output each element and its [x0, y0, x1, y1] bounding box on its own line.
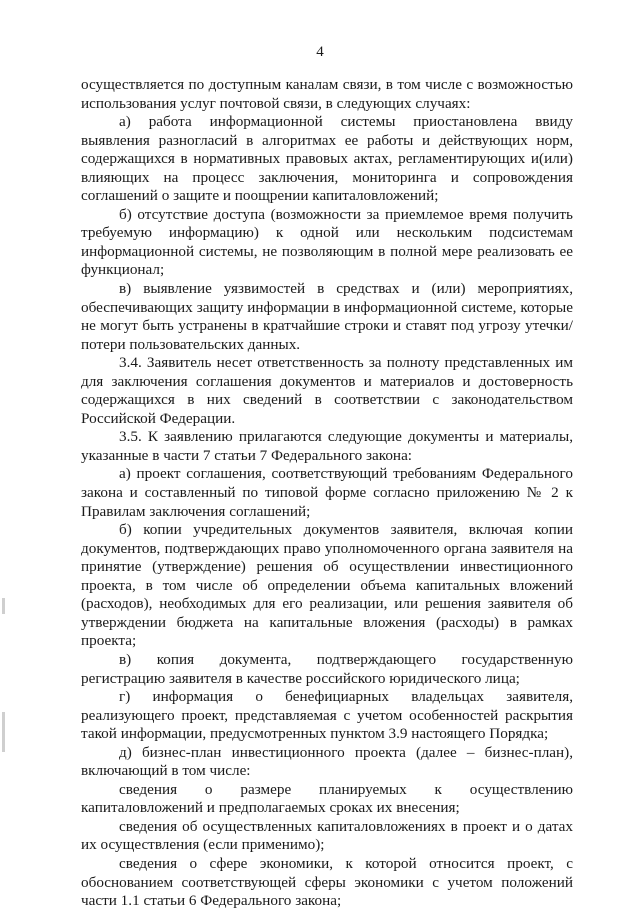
- scan-artifact: [2, 712, 5, 752]
- paragraph-3-5-v: в) копия документа, подтверждающего государственную регистрацию заявителя в качестве российского юридического лица;: [81, 650, 573, 687]
- paragraph-3-5-g: г) информация о бенефициарных владельцах заявителя, реализующего проект, представляемая с учетом особенностей раскрытия такой информации, предусмотренных пунктом 3.9 настоящего Порядка;: [81, 688, 573, 743]
- paragraph-3-5-b: б) копии учредительных документов заявителя, включая копии документов, подтверждающих право уполномоченного органа заявителя на принятие (утверждение) решения об осуществлении инвестиционного проекта, в том числе об определении объема капитальных вложений (расходов), необходимых для его реализации, или решения заявителя об утверждении бюджета на капитальные вложения (расходы) в рамках проекта;: [81, 521, 573, 650]
- page-number: 4: [316, 44, 324, 60]
- document-body: [81, 76, 573, 911]
- paragraph-item-b: б) отсутствие доступа (возможности за приемлемое время получить требуемую информацию) к одной или нескольким подсистемам информационной системы, не позволяющим в полной мере реализовать ее функционал;: [81, 205, 573, 279]
- paragraph-subitem-1: сведения о размере планируемых к осуществлению капиталовложений и предполагаемых сроках их внесения;: [81, 780, 573, 817]
- paragraph-continuation: осуществляется по доступным каналам связи, в том числе с возможностью использования услуг почтовой связи, в следующих случаях:: [81, 76, 573, 112]
- paragraph-item-v: в) выявление уязвимостей в средствах и (или) мероприятиях, обеспечивающих защиту информации в информационной системе, которые не могут быть устранены в кратчайшие строки и ставят под угрозу утечки/потери пользовательских данных.: [81, 280, 573, 353]
- paragraph-3-5-d: д) бизнес-план инвестиционного проекта (далее – бизнес-план), включающий в том числе:: [81, 743, 573, 780]
- paragraph-3-5-a: а) проект соглашения, соответствующий требованиям Федерального закона и составленный по типовой форме согласно приложению № 2 к Правилам заключения соглашений;: [81, 465, 573, 520]
- paragraph-subitem-3: сведения о сфере экономики, к которой относится проект, с обоснованием соответствующей сферы экономики с учетом положений части 1.1 статьи 6 Федерального закона;: [81, 854, 573, 910]
- paragraph-3-4: 3.4. Заявитель несет ответственность за полноту представленных им для заключения соглашения документов и материалов и достоверность содержащихся в них сведений в соответствии с законодательством Российской Федерации.: [81, 354, 573, 427]
- paragraph-subitem-2: сведения об осуществленных капиталовложениях в проект и о датах их осуществления (если применимо);: [81, 817, 573, 854]
- scan-artifact: [2, 598, 5, 614]
- paragraph-3-5: 3.5. К заявлению прилагаются следующие документы и материалы, указанные в части 7 статьи 7 Федерального закона:: [81, 428, 573, 464]
- paragraph-item-a: а) работа информационной системы приостановлена ввиду выявления разногласий в алгоритмах ее работы и действующих норм, содержащихся в нормативных правовых актах, регламентирующих и(или) влияющих на процесс заключения, мониторинга и сопровождения соглашений о защите и поощрении капиталовложений;: [81, 113, 573, 205]
